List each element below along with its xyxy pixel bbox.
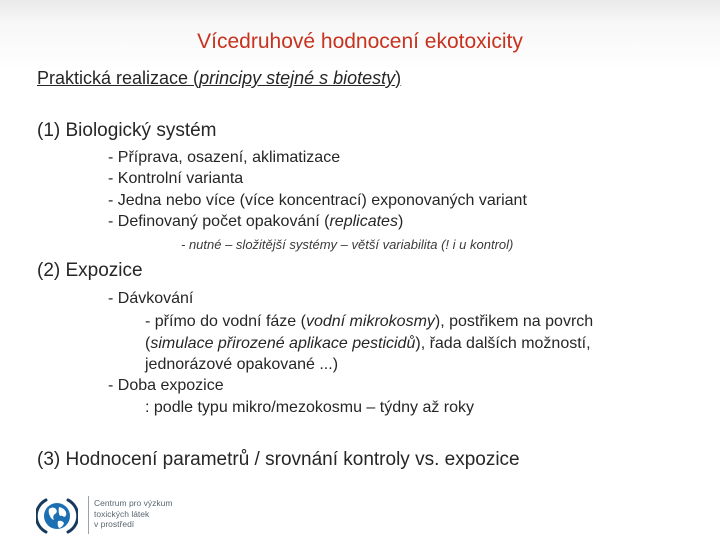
duration-label: - Doba expozice xyxy=(108,377,224,394)
section2-heading: (2) Expozice xyxy=(37,260,143,281)
slide-title: Vícedruhové hodnocení ekotoxicity xyxy=(197,30,523,53)
logo-line-1: Centrum pro výzkum xyxy=(94,498,173,508)
logo-line-3: v prostředí xyxy=(94,519,135,529)
dosing-line-1-italic: vodní mikrokosmy xyxy=(305,313,435,330)
dosing-line-2-suffix: ), řada dalších možností, xyxy=(415,335,591,352)
recetox-logo-icon xyxy=(36,495,78,537)
dosing-line-2-italic: simulace přirozené aplikace pesticidů xyxy=(150,335,416,352)
slide-subtitle xyxy=(37,68,401,89)
replicates-prefix: - Definovaný počet opakování ( xyxy=(108,213,330,230)
section1-item-variants: - Jedna nebo více (více koncentrací) exponovaných variant xyxy=(108,192,527,209)
dosing-line-1-prefix: - přímo do vodní fáze ( xyxy=(145,313,306,330)
subtitle-prefix: Praktická realizace ( xyxy=(37,68,200,88)
section3-heading: (3) Hodnocení parametrů / srovnání kontroly vs. expozice xyxy=(37,449,520,470)
subtitle-suffix: ) xyxy=(395,68,402,88)
replicates-suffix: ) xyxy=(397,213,404,230)
dosing-line-2-prefix: ( xyxy=(145,335,151,352)
section1-item-control: - Kontrolní varianta xyxy=(108,170,244,187)
dosing-line-2 xyxy=(145,335,591,353)
section1-heading: (1) Biologický systém xyxy=(37,120,217,141)
replicates-italic: replicates xyxy=(329,213,398,230)
section1-item-preparation: - Příprava, osazení, aklimatizace xyxy=(108,149,341,166)
logo-line-2: toxických látek xyxy=(94,508,150,519)
dosing-line-1 xyxy=(145,313,593,331)
subtitle-italic: principy stejné s biotesty xyxy=(199,68,396,88)
section1-note: - nutné – složitější systémy – větší variabilita (! i u kontrol) xyxy=(181,237,514,252)
logo-text xyxy=(94,498,172,530)
duration-line-1: : podle typu mikro/mezokosmu – týdny až roky xyxy=(145,399,475,416)
dosing-line-3: jednorázové opakované ...) xyxy=(145,356,339,373)
section1-item-replicates xyxy=(108,213,403,231)
logo-divider xyxy=(88,496,89,534)
dosing-line-1-suffix: ), postřikem na povrch xyxy=(434,313,594,330)
dosing-label: - Dávkování xyxy=(108,290,194,307)
